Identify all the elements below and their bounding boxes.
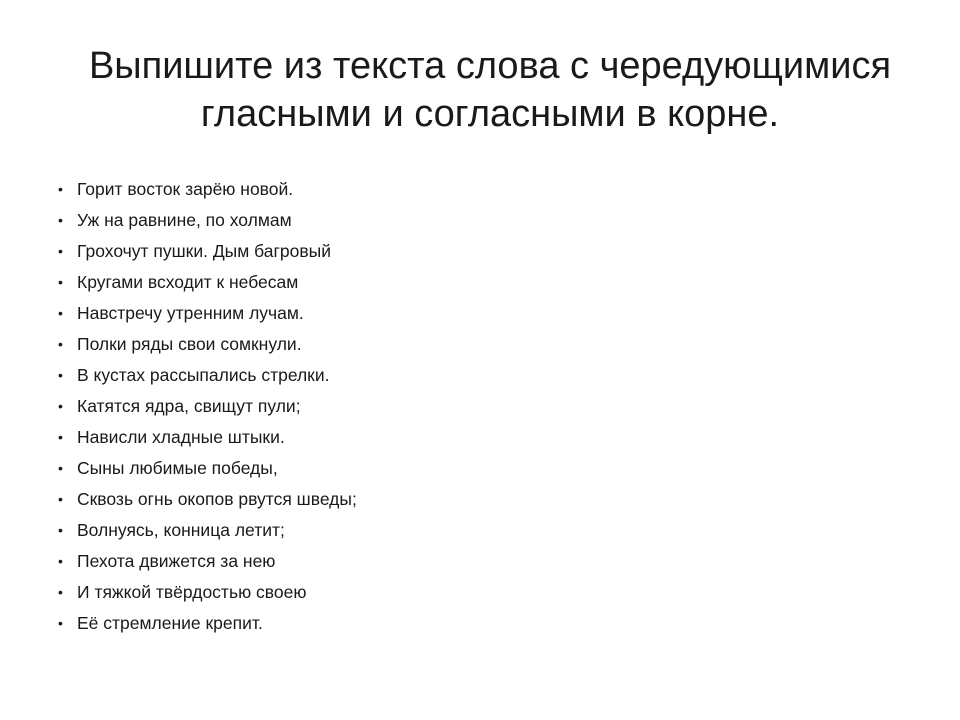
list-item: [58, 299, 898, 330]
list-item-text: Грохочут пушки. Дым багровый: [77, 241, 332, 261]
bullet-dot-icon: •: [58, 212, 63, 228]
list-item: [58, 578, 898, 609]
list-item-text: Горит восток зарёю новой.: [77, 179, 294, 199]
list-item-text: Волнуясь, конница летит;: [77, 520, 285, 540]
bullet-dot-icon: •: [58, 181, 63, 197]
list-item: [58, 454, 898, 485]
list-item-text: Навстречу утренним лучам.: [77, 303, 304, 323]
list-item-text: В кустах рассыпались стрелки.: [77, 365, 330, 385]
slide-title-line-2: гласными и согласными в корне.: [200, 93, 780, 135]
slide-title: [60, 42, 920, 138]
bullet-dot-icon: •: [58, 460, 63, 476]
bullet-dot-icon: •: [58, 522, 63, 538]
poem-bullet-list: [58, 175, 898, 640]
slide-title-line-1: Выпишите из текста слова с чередующимися: [88, 45, 892, 87]
bullet-dot-icon: •: [58, 553, 63, 569]
list-item: [58, 516, 898, 547]
list-item-text: Кругами всходит к небесам: [77, 272, 299, 292]
list-item-text: Уж на равнине, по холмам: [77, 210, 292, 230]
list-item: [58, 268, 898, 299]
bullet-dot-icon: •: [58, 429, 63, 445]
list-item: [58, 547, 898, 578]
list-item-text: Полки ряды свои сомкнули.: [77, 334, 302, 354]
list-item-text: Её стремление крепит.: [77, 613, 263, 633]
list-item-text: Катятся ядра, свищут пули;: [77, 396, 301, 416]
bullet-dot-icon: •: [58, 491, 63, 507]
list-item-text: И тяжкой твёрдостью своею: [77, 582, 307, 602]
list-item: [58, 361, 898, 392]
list-item: [58, 330, 898, 361]
bullet-dot-icon: •: [58, 367, 63, 383]
bullet-dot-icon: •: [58, 243, 63, 259]
list-item-text: Пехота движется за нею: [77, 551, 276, 571]
list-item: [58, 609, 898, 640]
list-item-text: Сыны любимые победы,: [77, 458, 278, 478]
list-item-text: Сквозь огнь окопов рвутся шведы;: [77, 489, 357, 509]
bullet-dot-icon: •: [58, 584, 63, 600]
bullet-dot-icon: •: [58, 336, 63, 352]
list-item: [58, 206, 898, 237]
bullet-dot-icon: •: [58, 398, 63, 414]
list-item: [58, 423, 898, 454]
list-item: [58, 237, 898, 268]
list-item: [58, 485, 898, 516]
bullet-dot-icon: •: [58, 274, 63, 290]
list-item: [58, 392, 898, 423]
list-item: [58, 175, 898, 206]
list-item-text: Нависли хладные штыки.: [77, 427, 285, 447]
bullet-dot-icon: •: [58, 615, 63, 631]
bullet-dot-icon: •: [58, 305, 63, 321]
